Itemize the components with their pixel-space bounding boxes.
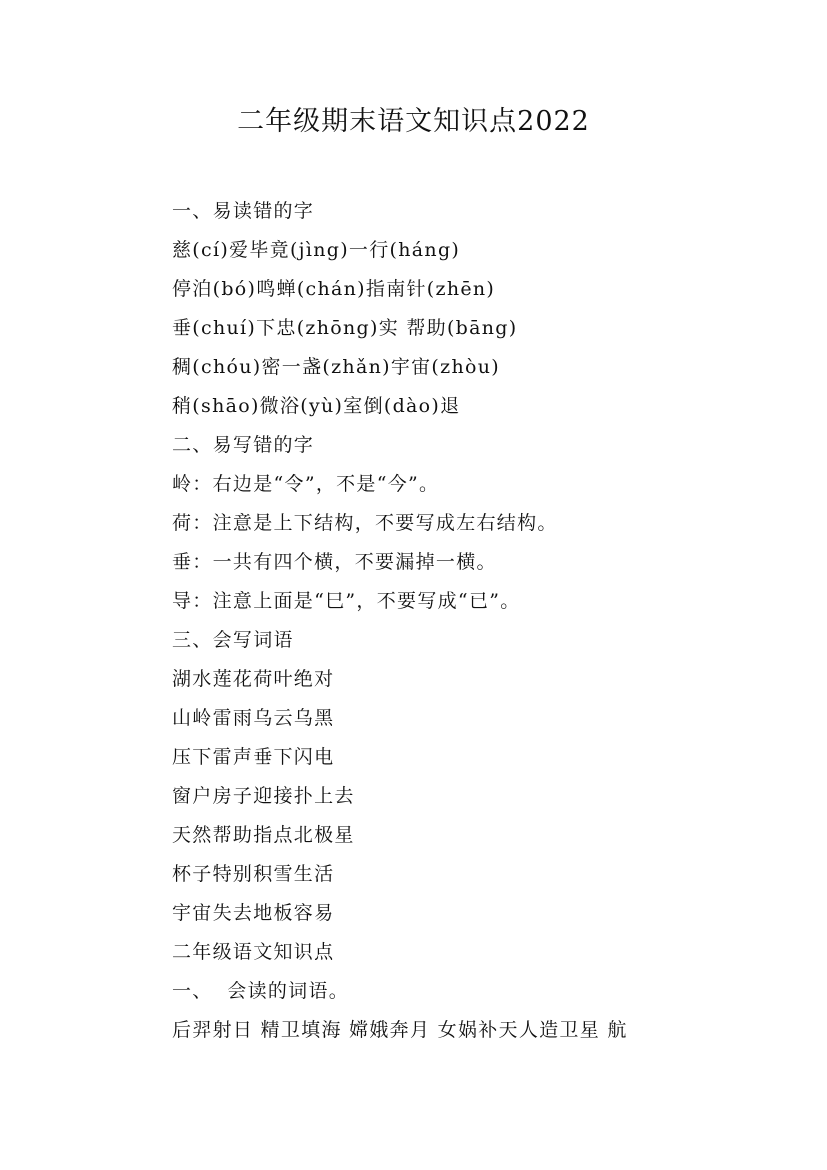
text-line: 杯子特别积雪生活 — [172, 863, 335, 885]
text-line: 岭：右边是“令”，不是“今”。 — [172, 473, 440, 495]
heading-read-words: 一、 会读的词语。 — [172, 980, 350, 1002]
text-line: 垂(chuí)下忠(zhōng)实 帮助(bāng) — [172, 317, 518, 339]
text-line: 稍(shāo)微浴(yù)室倒(dào)退 — [172, 395, 461, 417]
text-line: 山岭雷雨乌云乌黑 — [172, 707, 335, 729]
text-line: 垂：一共有四个横，不要漏掉一横。 — [172, 551, 497, 573]
heading-easy-misread: 一、易读错的字 — [172, 200, 315, 222]
text-line: 停泊(bó)鸣蝉(chán)指南针(zhēn) — [172, 278, 496, 300]
text-line: 压下雷声垂下闪电 — [172, 746, 335, 768]
heading-easy-miswrite: 二、易写错的字 — [172, 434, 315, 456]
text-line: 湖水莲花荷叶绝对 — [172, 668, 335, 690]
text-line: 慈(cí)爱毕竟(jìng)一行(háng) — [172, 239, 461, 261]
document-body — [172, 192, 772, 1050]
heading-write-words: 三、会写词语 — [172, 629, 294, 651]
text-line: 后羿射日 精卫填海 嫦娥奔月 女娲补天人造卫星 航 — [172, 1019, 628, 1041]
text-line: 窗户房子迎接扑上去 — [172, 785, 355, 807]
text-line: 天然帮助指点北极星 — [172, 824, 355, 846]
text-line: 稠(chóu)密一盏(zhǎn)宇宙(zhòu) — [172, 356, 500, 378]
text-line: 导：注意上面是“巳”，不要写成“已”。 — [172, 590, 521, 612]
text-line: 荷：注意是上下结构，不要写成左右结构。 — [172, 512, 558, 534]
section-title: 二年级语文知识点 — [172, 941, 335, 963]
document-title: 二年级期末语文知识点2022 — [237, 106, 590, 137]
text-line: 宇宙失去地板容易 — [172, 902, 335, 924]
